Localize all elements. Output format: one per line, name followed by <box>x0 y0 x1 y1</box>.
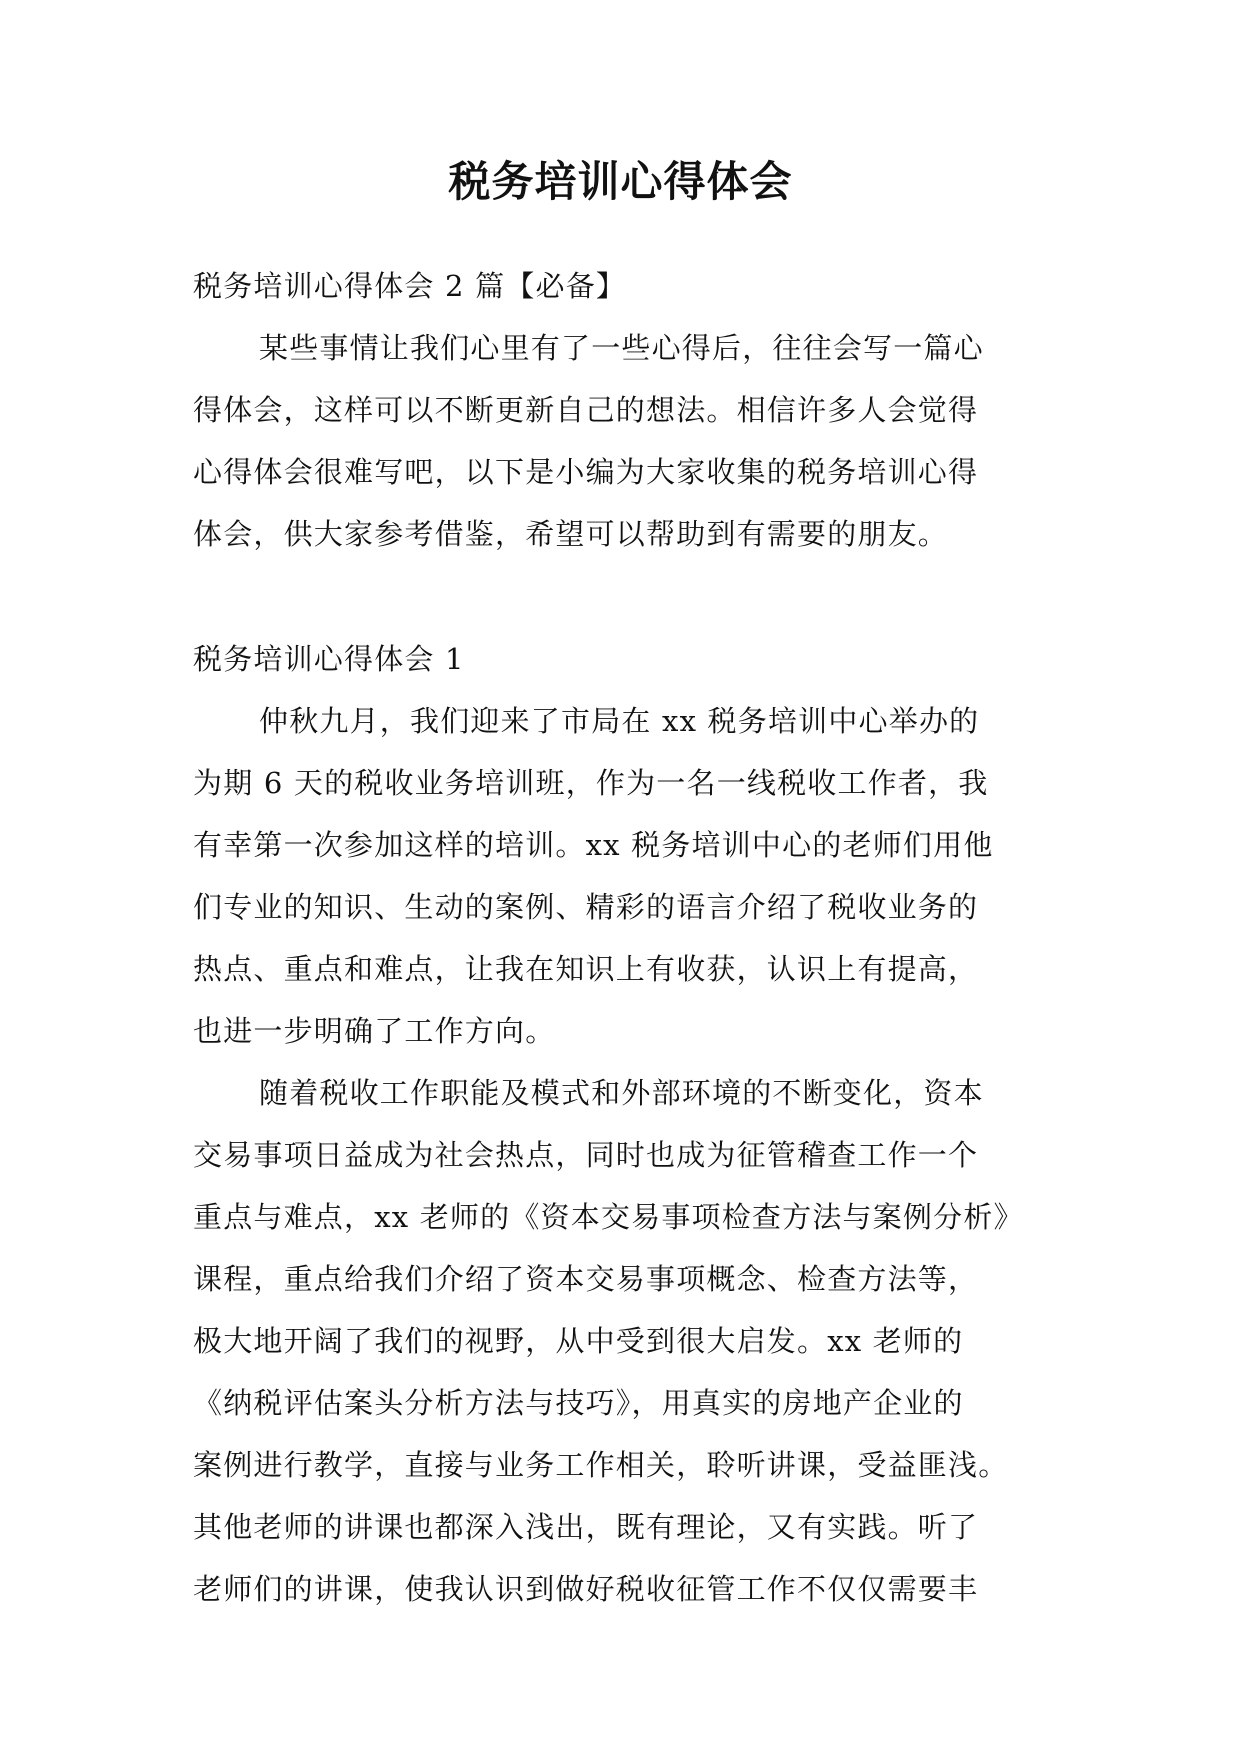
intro-paragraph-line: 体会，供大家参考借鉴，希望可以帮助到有需要的朋友。 <box>193 517 949 551</box>
intro-paragraph-line: 心得体会很难写吧，以下是小编为大家收集的税务培训心得 <box>193 455 979 489</box>
section1-paragraph2-line: 极大地开阔了我们的视野，从中受到很大启发。xx 老师的 <box>193 1324 964 1358</box>
section1-paragraph2-line: 老师们的讲课，使我认识到做好税收征管工作不仅仅需要丰 <box>193 1572 979 1606</box>
section1-paragraph1-line: 热点、重点和难点，让我在知识上有收获，认识上有提高， <box>193 952 979 986</box>
document-title: 税务培训心得体会 <box>448 157 793 206</box>
section1-paragraph1-line: 有幸第一次参加这样的培训。xx 税务培训中心的老师们用他 <box>193 828 994 862</box>
section1-paragraph2-line: 其他老师的讲课也都深入浅出，既有理论，又有实践。听了 <box>193 1510 979 1544</box>
intro-paragraph-line: 得体会，这样可以不断更新自己的想法。相信许多人会觉得 <box>193 393 979 427</box>
section1-paragraph2-line: 案例进行教学，直接与业务工作相关，聆听讲课，受益匪浅。 <box>193 1448 1009 1482</box>
section1-block <box>193 628 1053 1620</box>
section1-paragraph1-line: 为期 6 天的税收业务培训班，作为一名一线税收工作者，我 <box>193 766 989 800</box>
section1-paragraph2-line: 《纳税评估案头分析方法与技巧》，用真实的房地产企业的 <box>193 1386 964 1420</box>
intro-block <box>193 255 1053 565</box>
section1-heading: 税务培训心得体会 1 <box>193 642 465 676</box>
intro-paragraph-line: 某些事情让我们心里有了一些心得后，往往会写一篇心 <box>259 331 984 365</box>
section1-paragraph1-line: 也进一步明确了工作方向。 <box>193 1014 556 1048</box>
section1-paragraph1-line: 仲秋九月，我们迎来了市局在 xx 税务培训中心举办的 <box>259 704 980 738</box>
section1-paragraph2-line: 课程，重点给我们介绍了资本交易事项概念、检查方法等， <box>193 1262 979 1296</box>
intro-subtitle: 税务培训心得体会 2 篇【必备】 <box>193 269 627 303</box>
section1-paragraph2-line: 交易事项日益成为社会热点，同时也成为征管稽查工作一个 <box>193 1138 979 1172</box>
section1-paragraph1-line: 们专业的知识、生动的案例、精彩的语言介绍了税收业务的 <box>193 890 979 924</box>
section1-paragraph2-line: 随着税收工作职能及模式和外部环境的不断变化，资本 <box>259 1076 984 1110</box>
section1-paragraph2-line: 重点与难点，xx 老师的《资本交易事项检查方法与案例分析》 <box>193 1200 1024 1234</box>
